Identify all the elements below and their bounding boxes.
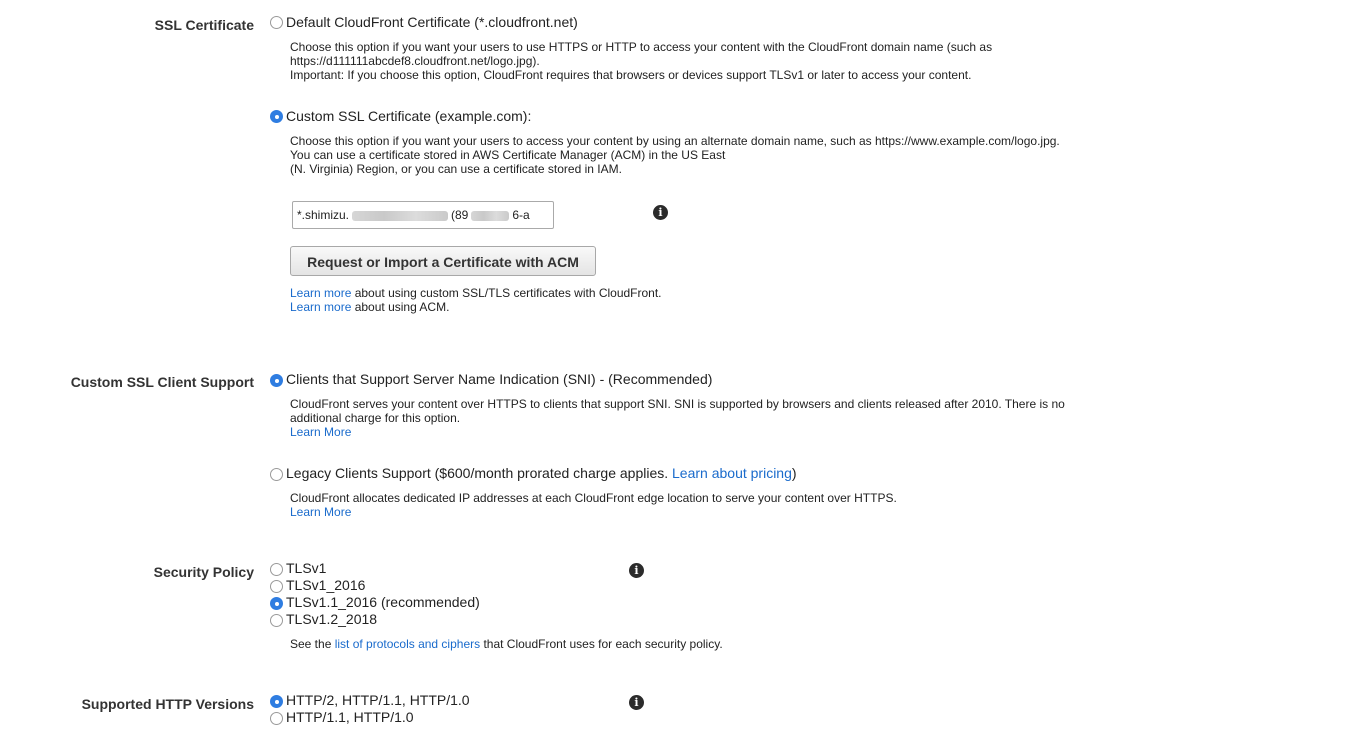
sni-option-label: Clients that Support Server Name Indication (SNI) - (Recommended) [286, 371, 713, 387]
legacy-learn-more-link[interactable]: Learn More [290, 505, 352, 519]
sni-desc-2: additional charge for this option. [290, 411, 461, 425]
legacy-learn-more-line [290, 505, 351, 519]
certificate-value-suffix: 6-a [512, 208, 530, 222]
certificate-value-mid: (89 [451, 208, 469, 222]
default-certificate-desc-1: Choose this option if you want your users to use HTTPS or HTTP to access your content with the CloudFront domain name (such as [290, 40, 993, 54]
learn-more-acm-line [290, 300, 449, 314]
request-import-certificate-button[interactable]: Request or Import a Certificate with ACM [290, 246, 596, 276]
custom-certificate-desc-2: You can use a certificate stored in AWS Certificate Manager (ACM) in the US East [290, 148, 726, 162]
certificate-value-prefix: *.shimizu. [297, 208, 350, 222]
client-support-label: Custom SSL Client Support [70, 374, 254, 390]
security-policy-note-prefix: See the [290, 637, 335, 651]
default-certificate-radio[interactable] [270, 16, 283, 29]
http-versions-label: Supported HTTP Versions [81, 696, 254, 712]
sni-radio[interactable] [270, 374, 283, 387]
security-policy-note [290, 637, 723, 651]
tlsv1-1-2016-radio[interactable] [270, 597, 283, 610]
http1-option-label: HTTP/1.1, HTTP/1.0 [286, 709, 414, 725]
protocols-ciphers-link[interactable]: list of protocols and ciphers [334, 637, 481, 651]
custom-certificate-desc-3: (N. Virginia) Region, or you can use a certificate stored in IAM. [290, 162, 622, 176]
sni-desc-1: CloudFront serves your content over HTTPS to clients that support SNI. SNI is supported by browsers and clients released after 2010. There is no [290, 397, 1065, 411]
redacted-domain [352, 211, 448, 221]
legacy-clients-option-label [286, 465, 797, 481]
http2-radio[interactable] [270, 695, 283, 708]
learn-more-acm-text: about using ACM. [351, 300, 450, 314]
legacy-clients-radio[interactable] [270, 468, 283, 481]
tlsv1-2-2018-option-label: TLSv1.2_2018 [286, 611, 378, 627]
legacy-clients-label-end: ) [791, 465, 797, 481]
http1-radio[interactable] [270, 712, 283, 725]
default-certificate-desc-2: https://d111111abcdef8.cloudfront.net/logo.jpg). [290, 54, 540, 68]
ssl-certificate-label: SSL Certificate [154, 17, 254, 33]
http-versions-info-icon[interactable]: i [629, 695, 644, 710]
redacted-id [471, 211, 509, 221]
custom-certificate-option-label: Custom SSL Certificate (example.com): [286, 108, 532, 124]
tlsv1-2016-option-label: TLSv1_2016 [286, 577, 366, 593]
sni-learn-more-line [290, 425, 351, 439]
learn-about-pricing-link[interactable]: Learn about pricing [672, 465, 792, 481]
legacy-clients-desc-1: CloudFront allocates dedicated IP addresses at each CloudFront edge location to serve your content over HTTPS. [290, 491, 897, 505]
tlsv1-option-label: TLSv1 [286, 560, 327, 576]
custom-certificate-radio[interactable] [270, 110, 283, 123]
tlsv1-1-2016-option-label: TLSv1.1_2016 (recommended) [286, 594, 480, 610]
tlsv1-radio[interactable] [270, 563, 283, 576]
http2-option-label: HTTP/2, HTTP/1.1, HTTP/1.0 [286, 692, 470, 708]
certificate-info-icon[interactable]: i [653, 205, 668, 220]
sni-learn-more-link[interactable]: Learn More [290, 425, 352, 439]
learn-more-ssl-text: about using custom SSL/TLS certificates with CloudFront. [351, 286, 662, 300]
custom-certificate-desc-1: Choose this option if you want your users to access your content by using an alternate domain name, such as https://www.example.com/logo.jpg. [290, 134, 1060, 148]
learn-more-acm-link[interactable]: Learn more [290, 300, 352, 314]
security-policy-note-suffix: that CloudFront uses for each security policy. [480, 637, 723, 651]
tlsv1-2-2018-radio[interactable] [270, 614, 283, 627]
security-policy-label: Security Policy [153, 564, 254, 580]
learn-more-ssl-line [290, 286, 662, 300]
default-certificate-desc-3: Important: If you choose this option, CloudFront requires that browsers or devices support TLSv1 or later to access your content. [290, 68, 972, 82]
tlsv1-2016-radio[interactable] [270, 580, 283, 593]
learn-more-ssl-link[interactable]: Learn more [290, 286, 352, 300]
default-certificate-option-label: Default CloudFront Certificate (*.cloudfront.net) [286, 14, 578, 30]
security-policy-info-icon[interactable]: i [629, 563, 644, 578]
certificate-select-input[interactable] [292, 201, 554, 229]
legacy-clients-label-text: Legacy Clients Support ($600/month prorated charge applies. [286, 465, 673, 481]
